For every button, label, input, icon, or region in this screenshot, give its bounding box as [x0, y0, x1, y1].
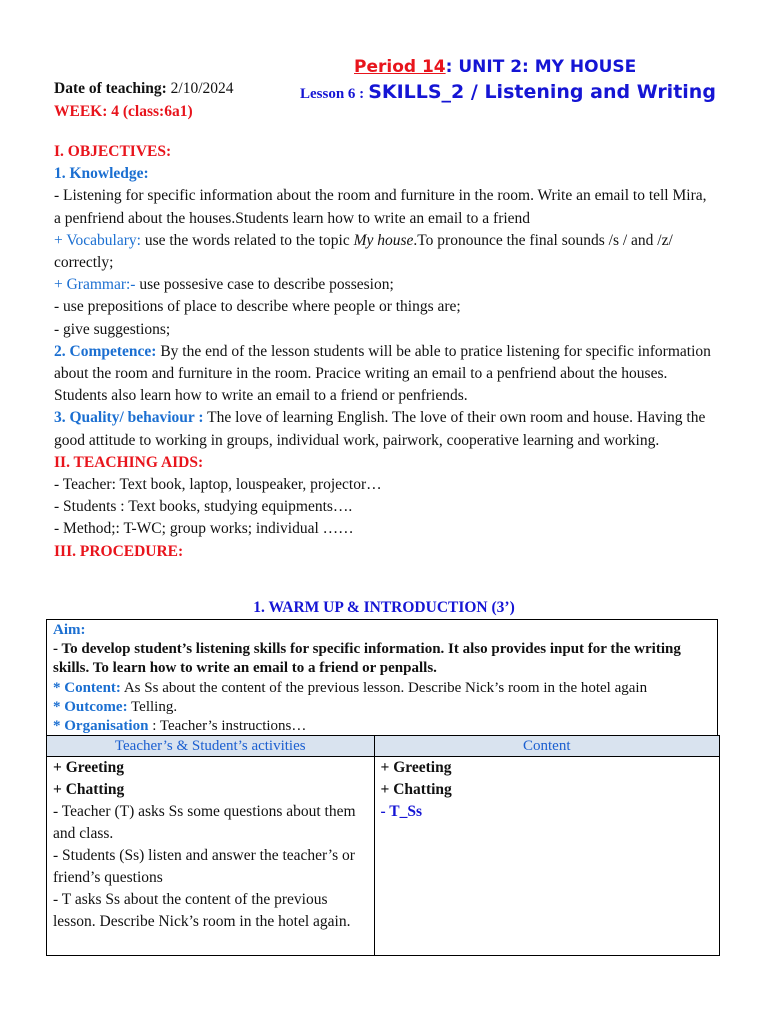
- teaching-aids-heading: II. TEACHING AIDS:: [54, 453, 204, 471]
- outcome-line: [53, 698, 711, 717]
- activity-item: - T asks Ss about the content of the previous lesson. Describe Nick’s room in the hotel again.: [53, 891, 351, 930]
- competence-paragraph: [54, 341, 714, 408]
- grammar-line-2: - use prepositions of place to describe where people or things are;: [54, 298, 461, 316]
- grammar-text: use possesive case to describe possesion;: [135, 276, 394, 294]
- week-line: WEEK: 4 (class:6a1): [54, 103, 193, 120]
- outcome-text: Telling.: [127, 698, 178, 715]
- activity-item: - Students (Ss) listen and answer the teacher’s or friend’s questions: [53, 847, 355, 886]
- aim-text: - To develop student’s listening skills for specific information. It also provides input for the writing skills. To learn how to write an email to a friend or penpalls.: [53, 641, 681, 677]
- knowledge-text: - Listening for specific information about the room and furniture in the room. Write an email to tell Mira, a penfriend about the houses.Students learn how to write an email to a friend: [54, 187, 707, 227]
- quality-label: 3. Quality/ behaviour :: [54, 409, 204, 427]
- activity-chatting: + Chatting: [53, 781, 125, 798]
- grammar-label: + Grammar:-: [54, 276, 136, 294]
- content-label: * Content:: [53, 679, 121, 696]
- competence-text: By the end of the lesson students will be able to pratice listening for specific information about the room and furniture in the room. Pracice writing an email to a penfriend about the houses. Students also learn how to write an email to a friend or penfriends.: [54, 342, 711, 405]
- content-text: As Ss about the content of the previous lesson. Describe Nick’s room in the hotel again: [120, 679, 648, 696]
- content-chatting: + Chatting: [380, 781, 452, 798]
- teaching-aids-teacher: - Teacher: Text book, laptop, louspeaker, projector…: [54, 476, 382, 494]
- table-header-row: [47, 736, 720, 757]
- vocabulary-line: [54, 230, 714, 274]
- knowledge-heading: 1. Knowledge:: [54, 165, 149, 183]
- organisation-text: : Teacher’s instructions…: [148, 718, 307, 735]
- vocabulary-label: + Vocabulary:: [54, 231, 141, 249]
- col-header-content: Content: [374, 736, 719, 757]
- activity-greeting: + Greeting: [53, 759, 124, 776]
- aim-label: Aim:: [53, 622, 86, 638]
- activity-item: - Teacher (T) asks Ss some questions about them and class.: [53, 803, 356, 842]
- header-left: [54, 77, 234, 123]
- content-cell: [374, 757, 719, 956]
- date-of-teaching: [54, 77, 234, 100]
- quality-text: The love of learning English. The love of their own room and house. Having the good attitude to working in groups, individual work, pairwork, cooperative learning and working.: [54, 409, 706, 449]
- date-value: 2/10/2024: [170, 80, 234, 97]
- vocabulary-text-b: .To pronounce the final sounds /s / and /z/ correctly;: [54, 231, 673, 272]
- organisation-line: [53, 717, 711, 736]
- warmup-title: 1. WARM UP & INTRODUCTION (3’): [253, 599, 515, 616]
- content-greeting: + Greeting: [380, 759, 452, 776]
- teaching-aids-method: - Method;: T-WC; group works; individual ……: [54, 520, 354, 538]
- title-line-2: [300, 81, 716, 103]
- vocabulary-text-a: use the words related to the topic: [140, 231, 354, 249]
- procedure-heading: III. PROCEDURE:: [54, 542, 184, 560]
- activities-cell: [47, 757, 375, 956]
- content-line: [53, 679, 711, 698]
- lesson-plan-body: [54, 141, 714, 563]
- grammar-line: [54, 274, 714, 296]
- activities-table: [46, 735, 720, 956]
- vocabulary-topic: My house: [353, 231, 414, 249]
- unit-label: : UNIT 2: MY HOUSE: [445, 57, 637, 77]
- teaching-aids-students: - Students : Text books, studying equipments….: [54, 498, 353, 516]
- grammar-line-3: - give suggestions;: [54, 320, 171, 338]
- period-label: Period 14: [354, 57, 446, 77]
- title-line-1: [354, 57, 636, 77]
- date-label: Date of teaching:: [54, 80, 167, 97]
- objectives-heading: I. OBJECTIVES:: [54, 143, 172, 160]
- quality-paragraph: [54, 407, 714, 451]
- outcome-label: * Outcome:: [53, 698, 128, 715]
- col-header-activities: Teacher’s & Student’s activities: [47, 736, 375, 757]
- competence-label: 2. Competence:: [54, 342, 157, 360]
- table-row: [47, 757, 720, 956]
- content-t-ss: - T_Ss: [380, 803, 423, 820]
- aim-box: [46, 619, 718, 735]
- organisation-label: * Organisation: [53, 718, 149, 735]
- lesson-label: Lesson 6 :: [300, 86, 365, 102]
- skills-label: SKILLS_2 / Listening and Writing: [368, 81, 716, 103]
